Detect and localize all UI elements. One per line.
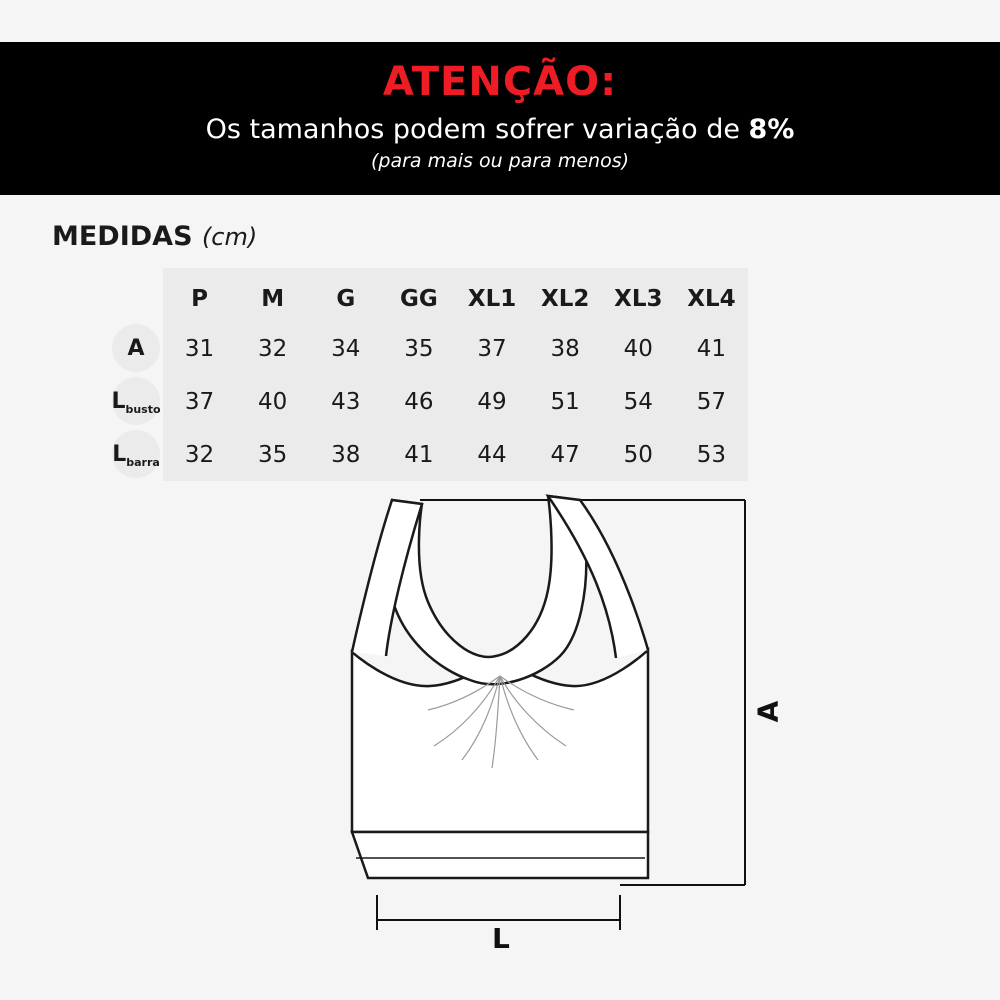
cell: 46 (404, 388, 434, 415)
measures-unit: (cm) (201, 223, 258, 252)
cell: 34 (331, 335, 361, 362)
row-label-letter: L (111, 389, 126, 415)
table-header-row (163, 268, 748, 322)
banner-subtitle (0, 114, 1000, 146)
cell: 43 (331, 388, 361, 415)
cell: 37 (477, 335, 507, 362)
col-header-g: G (336, 286, 356, 313)
cell: 35 (404, 335, 434, 362)
cell: 41 (696, 335, 727, 362)
col-header-xl2: XL2 (540, 286, 590, 313)
banner-title: ATENÇÃO: (382, 59, 618, 105)
cell: 40 (258, 388, 288, 415)
col-header-xl1: XL1 (467, 286, 517, 313)
cell: 53 (696, 441, 727, 468)
top-spacer (0, 0, 1000, 42)
row-label-text (127, 336, 144, 361)
cell: 57 (696, 388, 727, 415)
banner-note: (para mais ou para menos) (370, 150, 630, 173)
banner-subtitle-text: Os tamanhos podem sofrer variação de (205, 114, 749, 145)
cell: 37 (184, 388, 215, 415)
dimension-label-l: L (492, 922, 510, 955)
row-label-letter: A (127, 336, 145, 362)
row-label-sub: barra (126, 456, 160, 470)
crossed-straps (352, 496, 648, 684)
row-label-sub: busto (125, 403, 161, 417)
size-table (163, 268, 748, 481)
row-label-l-busto (108, 375, 164, 428)
garment-illustration (0, 480, 1000, 1000)
cell: 31 (184, 335, 215, 362)
col-header-xl3: XL3 (614, 286, 663, 313)
table-row (163, 375, 748, 428)
measures-title (52, 221, 1000, 252)
cell: 51 (550, 388, 580, 415)
cell: 49 (477, 388, 507, 415)
row-label-text (112, 442, 160, 470)
table-row (163, 428, 748, 481)
cell: 32 (258, 335, 288, 362)
measures-title-text: MEDIDAS (52, 221, 193, 253)
cell: 40 (623, 335, 653, 362)
col-header-m: M (261, 286, 285, 313)
dimension-label-a: A (751, 700, 785, 723)
cell: 41 (404, 441, 434, 468)
measures-section (0, 195, 1000, 481)
row-label-letter: L (112, 442, 127, 468)
col-header-p: P (191, 286, 208, 313)
cell: 54 (623, 388, 653, 415)
cell: 44 (477, 441, 507, 468)
size-table-wrapper (108, 268, 748, 481)
cell: 47 (550, 441, 580, 468)
cell: 32 (184, 441, 215, 468)
row-label-column (108, 322, 164, 481)
cell: 38 (550, 335, 580, 362)
col-header-gg: GG (400, 286, 438, 313)
banner-variation-value: 8% (748, 114, 795, 145)
cell: 38 (331, 441, 361, 468)
row-label-l-barra (108, 428, 164, 481)
row-label-a (108, 322, 164, 375)
col-header-xl4: XL4 (687, 286, 736, 313)
row-label-text (111, 389, 161, 417)
cell: 50 (623, 441, 653, 468)
table-row (163, 322, 748, 375)
cell: 35 (258, 441, 288, 468)
attention-banner (0, 42, 1000, 195)
